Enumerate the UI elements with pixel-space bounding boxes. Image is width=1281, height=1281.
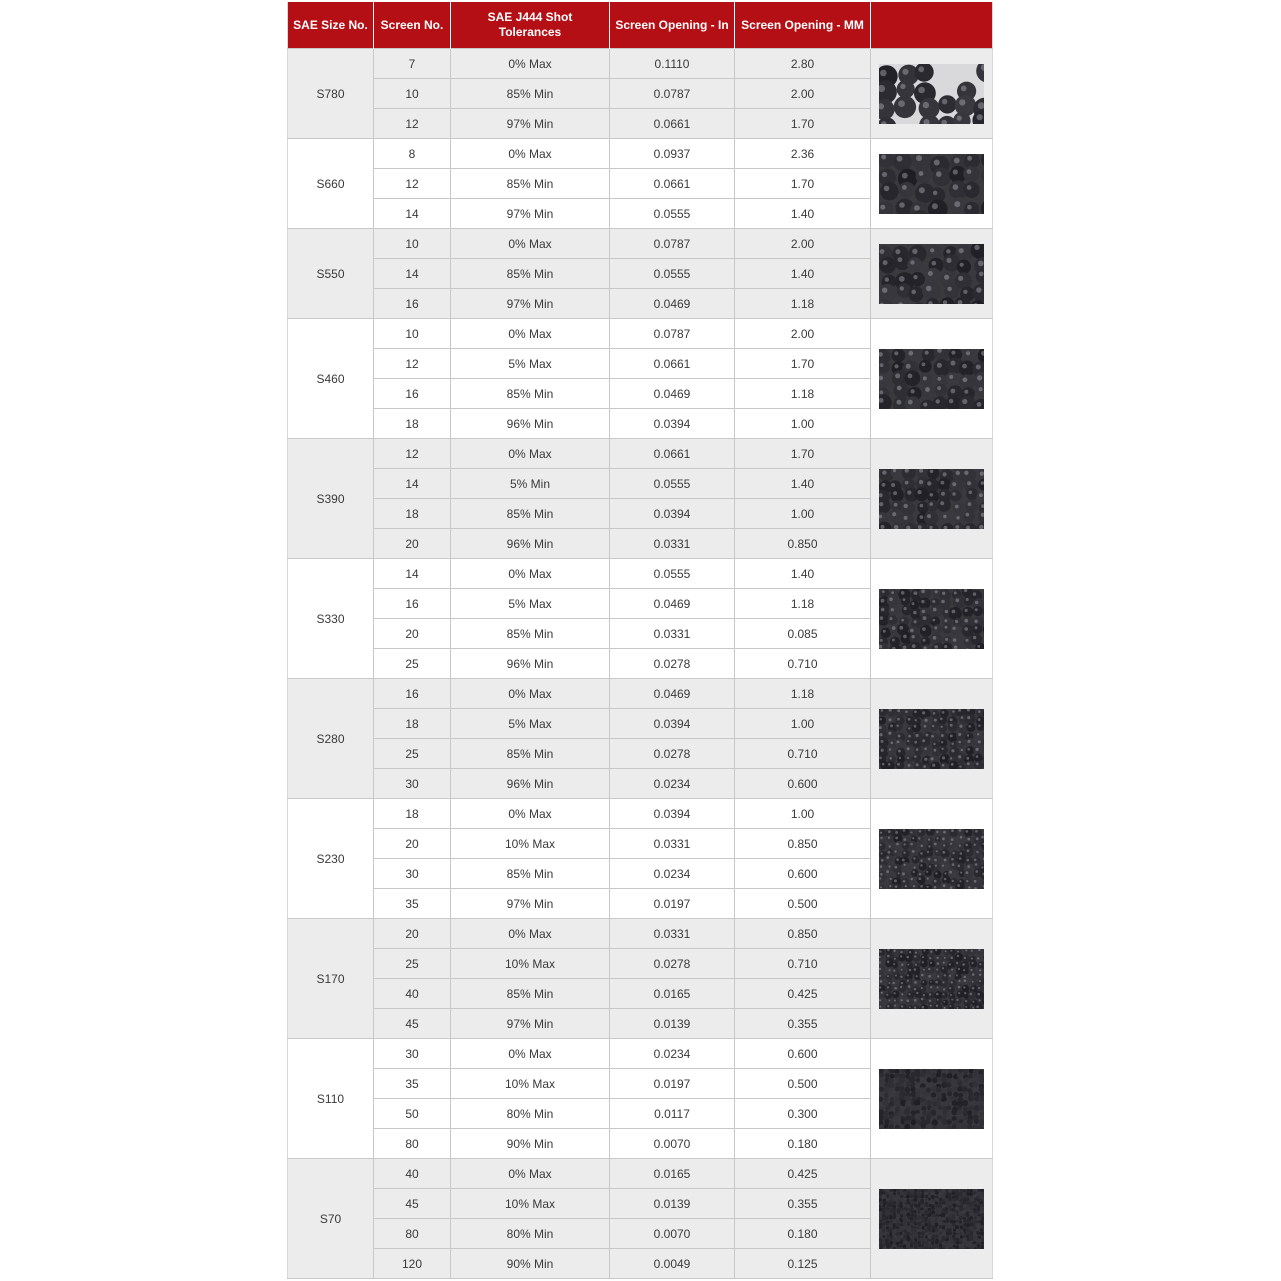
- steel-shot-sample-s460: [879, 349, 984, 409]
- table-row: [288, 799, 993, 829]
- screen-no-cell: 10: [374, 79, 451, 109]
- header-opening-mm: Screen Opening - MM: [735, 2, 871, 49]
- opening-mm-cell: 1.18: [735, 379, 871, 409]
- screen-no-cell: 10: [374, 319, 451, 349]
- opening-mm-cell: 0.425: [735, 979, 871, 1009]
- screen-no-cell: 14: [374, 259, 451, 289]
- sae-size-cell: S230: [288, 799, 374, 919]
- opening-mm-cell: 1.00: [735, 409, 871, 439]
- opening-in-cell: 0.0787: [610, 319, 735, 349]
- tolerance-cell: 5% Min: [451, 469, 610, 499]
- opening-in-cell: 0.0234: [610, 1039, 735, 1069]
- header-sample-image: [871, 2, 993, 49]
- screen-no-cell: 14: [374, 469, 451, 499]
- tolerance-cell: 10% Max: [451, 1189, 610, 1219]
- opening-in-cell: 0.0070: [610, 1129, 735, 1159]
- tolerance-cell: 5% Max: [451, 349, 610, 379]
- tolerance-cell: 85% Min: [451, 859, 610, 889]
- steel-shot-sample-s170: [879, 949, 984, 1009]
- opening-mm-cell: 0.500: [735, 889, 871, 919]
- opening-in-cell: 0.0278: [610, 739, 735, 769]
- header-row: [288, 2, 993, 49]
- size-group-s280: [288, 679, 993, 799]
- tolerance-cell: 96% Min: [451, 769, 610, 799]
- opening-in-cell: 0.0394: [610, 799, 735, 829]
- opening-in-cell: 0.0278: [610, 649, 735, 679]
- tolerance-cell: 96% Min: [451, 409, 610, 439]
- screen-no-cell: 20: [374, 529, 451, 559]
- opening-mm-cell: 0.600: [735, 1039, 871, 1069]
- screen-no-cell: 50: [374, 1099, 451, 1129]
- opening-in-cell: 0.0469: [610, 289, 735, 319]
- sae-size-cell: S460: [288, 319, 374, 439]
- screen-no-cell: 30: [374, 859, 451, 889]
- sample-image-cell: [871, 919, 993, 1039]
- screen-no-cell: 40: [374, 979, 451, 1009]
- sae-size-cell: S660: [288, 139, 374, 229]
- opening-mm-cell: 0.355: [735, 1189, 871, 1219]
- tolerance-cell: 96% Min: [451, 649, 610, 679]
- steel-shot-sample-s70: [879, 1189, 984, 1249]
- table-row: [288, 319, 993, 349]
- opening-in-cell: 0.0394: [610, 499, 735, 529]
- tolerance-cell: 85% Min: [451, 499, 610, 529]
- screen-no-cell: 16: [374, 589, 451, 619]
- opening-in-cell: 0.0555: [610, 469, 735, 499]
- table-row: [288, 1159, 993, 1189]
- tolerance-cell: 90% Min: [451, 1129, 610, 1159]
- screen-no-cell: 12: [374, 349, 451, 379]
- screen-no-cell: 7: [374, 49, 451, 79]
- opening-in-cell: 0.0070: [610, 1219, 735, 1249]
- opening-mm-cell: 0.600: [735, 859, 871, 889]
- tolerance-cell: 0% Max: [451, 229, 610, 259]
- sae-size-cell: S330: [288, 559, 374, 679]
- opening-mm-cell: 2.00: [735, 229, 871, 259]
- size-group-s230: [288, 799, 993, 919]
- screen-no-cell: 12: [374, 109, 451, 139]
- screen-no-cell: 16: [374, 679, 451, 709]
- sample-image-cell: [871, 319, 993, 439]
- tolerance-cell: 90% Min: [451, 1249, 610, 1279]
- tolerance-cell: 10% Max: [451, 949, 610, 979]
- steel-shot-sample-s660: [879, 154, 984, 214]
- opening-in-cell: 0.0394: [610, 409, 735, 439]
- tolerance-cell: 97% Min: [451, 109, 610, 139]
- opening-mm-cell: 0.355: [735, 1009, 871, 1039]
- sample-image-cell: [871, 559, 993, 679]
- screen-no-cell: 35: [374, 1069, 451, 1099]
- opening-mm-cell: 1.70: [735, 169, 871, 199]
- opening-in-cell: 0.0165: [610, 1159, 735, 1189]
- opening-in-cell: 0.0234: [610, 769, 735, 799]
- tolerance-cell: 0% Max: [451, 919, 610, 949]
- sample-image-cell: [871, 139, 993, 229]
- opening-in-cell: 0.0661: [610, 349, 735, 379]
- tolerance-cell: 0% Max: [451, 139, 610, 169]
- shot-size-table-container: [287, 2, 992, 1279]
- sample-image-cell: [871, 679, 993, 799]
- sample-image-cell: [871, 439, 993, 559]
- sae-size-cell: S780: [288, 49, 374, 139]
- screen-no-cell: 20: [374, 829, 451, 859]
- tolerance-cell: 0% Max: [451, 319, 610, 349]
- opening-in-cell: 0.0139: [610, 1009, 735, 1039]
- opening-mm-cell: 0.710: [735, 739, 871, 769]
- tolerance-cell: 85% Min: [451, 259, 610, 289]
- opening-mm-cell: 1.40: [735, 469, 871, 499]
- sae-size-cell: S110: [288, 1039, 374, 1159]
- opening-mm-cell: 0.850: [735, 919, 871, 949]
- header-sae-size: SAE Size No.: [288, 2, 374, 49]
- opening-in-cell: 0.0278: [610, 949, 735, 979]
- sample-image-cell: [871, 1039, 993, 1159]
- opening-mm-cell: 0.850: [735, 529, 871, 559]
- sample-image-cell: [871, 799, 993, 919]
- opening-mm-cell: 2.00: [735, 319, 871, 349]
- opening-in-cell: 0.0197: [610, 1069, 735, 1099]
- screen-no-cell: 18: [374, 499, 451, 529]
- tolerance-cell: 80% Min: [451, 1219, 610, 1249]
- opening-in-cell: 0.0117: [610, 1099, 735, 1129]
- opening-mm-cell: 1.70: [735, 349, 871, 379]
- opening-mm-cell: 1.00: [735, 499, 871, 529]
- tolerance-cell: 85% Min: [451, 739, 610, 769]
- screen-no-cell: 40: [374, 1159, 451, 1189]
- screen-no-cell: 25: [374, 649, 451, 679]
- opening-in-cell: 0.0234: [610, 859, 735, 889]
- opening-in-cell: 0.0331: [610, 529, 735, 559]
- screen-no-cell: 18: [374, 799, 451, 829]
- opening-in-cell: 0.0555: [610, 259, 735, 289]
- opening-mm-cell: 0.850: [735, 829, 871, 859]
- opening-in-cell: 0.0394: [610, 709, 735, 739]
- opening-in-cell: 0.0049: [610, 1249, 735, 1279]
- screen-no-cell: 20: [374, 619, 451, 649]
- screen-no-cell: 20: [374, 919, 451, 949]
- opening-mm-cell: 1.70: [735, 109, 871, 139]
- opening-in-cell: 0.0661: [610, 439, 735, 469]
- screen-no-cell: 45: [374, 1009, 451, 1039]
- screen-no-cell: 10: [374, 229, 451, 259]
- steel-shot-sample-s780: [879, 64, 984, 124]
- table-row: [288, 679, 993, 709]
- opening-mm-cell: 2.80: [735, 49, 871, 79]
- header-screen-no: Screen No.: [374, 2, 451, 49]
- screen-no-cell: 14: [374, 199, 451, 229]
- tolerance-cell: 97% Min: [451, 889, 610, 919]
- screen-no-cell: 25: [374, 949, 451, 979]
- size-group-s110: [288, 1039, 993, 1159]
- tolerance-cell: 80% Min: [451, 1099, 610, 1129]
- tolerance-cell: 0% Max: [451, 1159, 610, 1189]
- tolerance-cell: 85% Min: [451, 619, 610, 649]
- tolerance-cell: 0% Max: [451, 1039, 610, 1069]
- tolerance-cell: 97% Min: [451, 289, 610, 319]
- size-group-s780: [288, 49, 993, 139]
- tolerance-cell: 85% Min: [451, 979, 610, 1009]
- size-group-s460: [288, 319, 993, 439]
- opening-in-cell: 0.0555: [610, 559, 735, 589]
- opening-in-cell: 0.0787: [610, 229, 735, 259]
- sample-image-cell: [871, 49, 993, 139]
- screen-no-cell: 16: [374, 379, 451, 409]
- opening-mm-cell: 1.70: [735, 439, 871, 469]
- steel-shot-sample-s280: [879, 709, 984, 769]
- table-row: [288, 49, 993, 79]
- screen-no-cell: 120: [374, 1249, 451, 1279]
- size-group-s550: [288, 229, 993, 319]
- table-row: [288, 1039, 993, 1069]
- steel-shot-sample-s110: [879, 1069, 984, 1129]
- opening-in-cell: 0.0787: [610, 79, 735, 109]
- table-row: [288, 559, 993, 589]
- opening-mm-cell: 0.425: [735, 1159, 871, 1189]
- opening-in-cell: 0.0555: [610, 199, 735, 229]
- opening-in-cell: 0.1110: [610, 49, 735, 79]
- tolerance-cell: 85% Min: [451, 79, 610, 109]
- size-group-s390: [288, 439, 993, 559]
- opening-mm-cell: 0.600: [735, 769, 871, 799]
- table-row: [288, 439, 993, 469]
- tolerance-cell: 96% Min: [451, 529, 610, 559]
- opening-mm-cell: 0.300: [735, 1099, 871, 1129]
- tolerance-cell: 0% Max: [451, 439, 610, 469]
- opening-mm-cell: 1.18: [735, 289, 871, 319]
- tolerance-cell: 97% Min: [451, 199, 610, 229]
- opening-mm-cell: 0.125: [735, 1249, 871, 1279]
- opening-mm-cell: 1.18: [735, 589, 871, 619]
- tolerance-cell: 85% Min: [451, 169, 610, 199]
- opening-mm-cell: 2.36: [735, 139, 871, 169]
- opening-mm-cell: 0.710: [735, 649, 871, 679]
- tolerance-cell: 0% Max: [451, 49, 610, 79]
- opening-in-cell: 0.0661: [610, 169, 735, 199]
- opening-mm-cell: 0.085: [735, 619, 871, 649]
- screen-no-cell: 8: [374, 139, 451, 169]
- screen-no-cell: 14: [374, 559, 451, 589]
- opening-in-cell: 0.0331: [610, 619, 735, 649]
- screen-no-cell: 25: [374, 739, 451, 769]
- table-row: [288, 139, 993, 169]
- opening-in-cell: 0.0469: [610, 679, 735, 709]
- opening-mm-cell: 0.500: [735, 1069, 871, 1099]
- size-group-s70: [288, 1159, 993, 1279]
- opening-mm-cell: 1.40: [735, 259, 871, 289]
- tolerance-cell: 97% Min: [451, 1009, 610, 1039]
- screen-no-cell: 30: [374, 1039, 451, 1069]
- opening-mm-cell: 0.180: [735, 1129, 871, 1159]
- tolerance-cell: 0% Max: [451, 559, 610, 589]
- opening-in-cell: 0.0165: [610, 979, 735, 1009]
- opening-mm-cell: 1.00: [735, 799, 871, 829]
- opening-mm-cell: 1.18: [735, 679, 871, 709]
- tolerance-cell: 5% Max: [451, 709, 610, 739]
- opening-mm-cell: 1.00: [735, 709, 871, 739]
- table-row: [288, 919, 993, 949]
- screen-no-cell: 12: [374, 439, 451, 469]
- table-header: [288, 2, 993, 49]
- steel-shot-sample-s390: [879, 469, 984, 529]
- sae-size-cell: S280: [288, 679, 374, 799]
- opening-in-cell: 0.0139: [610, 1189, 735, 1219]
- screen-no-cell: 35: [374, 889, 451, 919]
- header-tolerances: SAE J444 Shot Tolerances: [451, 2, 610, 49]
- opening-in-cell: 0.0469: [610, 379, 735, 409]
- shot-size-spec-table: [287, 2, 993, 1279]
- opening-in-cell: 0.0331: [610, 919, 735, 949]
- sample-image-cell: [871, 1159, 993, 1279]
- size-group-s660: [288, 139, 993, 229]
- opening-in-cell: 0.0331: [610, 829, 735, 859]
- opening-in-cell: 0.0661: [610, 109, 735, 139]
- tolerance-cell: 0% Max: [451, 799, 610, 829]
- tolerance-cell: 0% Max: [451, 679, 610, 709]
- screen-no-cell: 12: [374, 169, 451, 199]
- opening-mm-cell: 0.180: [735, 1219, 871, 1249]
- steel-shot-sample-s330: [879, 589, 984, 649]
- sae-size-cell: S170: [288, 919, 374, 1039]
- tolerance-cell: 10% Max: [451, 829, 610, 859]
- sae-size-cell: S390: [288, 439, 374, 559]
- screen-no-cell: 18: [374, 709, 451, 739]
- steel-shot-sample-s550: [879, 244, 984, 304]
- sae-size-cell: S550: [288, 229, 374, 319]
- steel-shot-sample-s230: [879, 829, 984, 889]
- opening-in-cell: 0.0937: [610, 139, 735, 169]
- opening-in-cell: 0.0469: [610, 589, 735, 619]
- header-opening-in: Screen Opening - In: [610, 2, 735, 49]
- screen-no-cell: 45: [374, 1189, 451, 1219]
- opening-mm-cell: 2.00: [735, 79, 871, 109]
- sample-image-cell: [871, 229, 993, 319]
- opening-mm-cell: 0.710: [735, 949, 871, 979]
- screen-no-cell: 80: [374, 1219, 451, 1249]
- opening-mm-cell: 1.40: [735, 559, 871, 589]
- size-group-s330: [288, 559, 993, 679]
- screen-no-cell: 16: [374, 289, 451, 319]
- opening-in-cell: 0.0197: [610, 889, 735, 919]
- table-row: [288, 229, 993, 259]
- screen-no-cell: 30: [374, 769, 451, 799]
- screen-no-cell: 18: [374, 409, 451, 439]
- screen-no-cell: 80: [374, 1129, 451, 1159]
- tolerance-cell: 10% Max: [451, 1069, 610, 1099]
- sae-size-cell: S70: [288, 1159, 374, 1279]
- size-group-s170: [288, 919, 993, 1039]
- tolerance-cell: 85% Min: [451, 379, 610, 409]
- tolerance-cell: 5% Max: [451, 589, 610, 619]
- opening-mm-cell: 1.40: [735, 199, 871, 229]
